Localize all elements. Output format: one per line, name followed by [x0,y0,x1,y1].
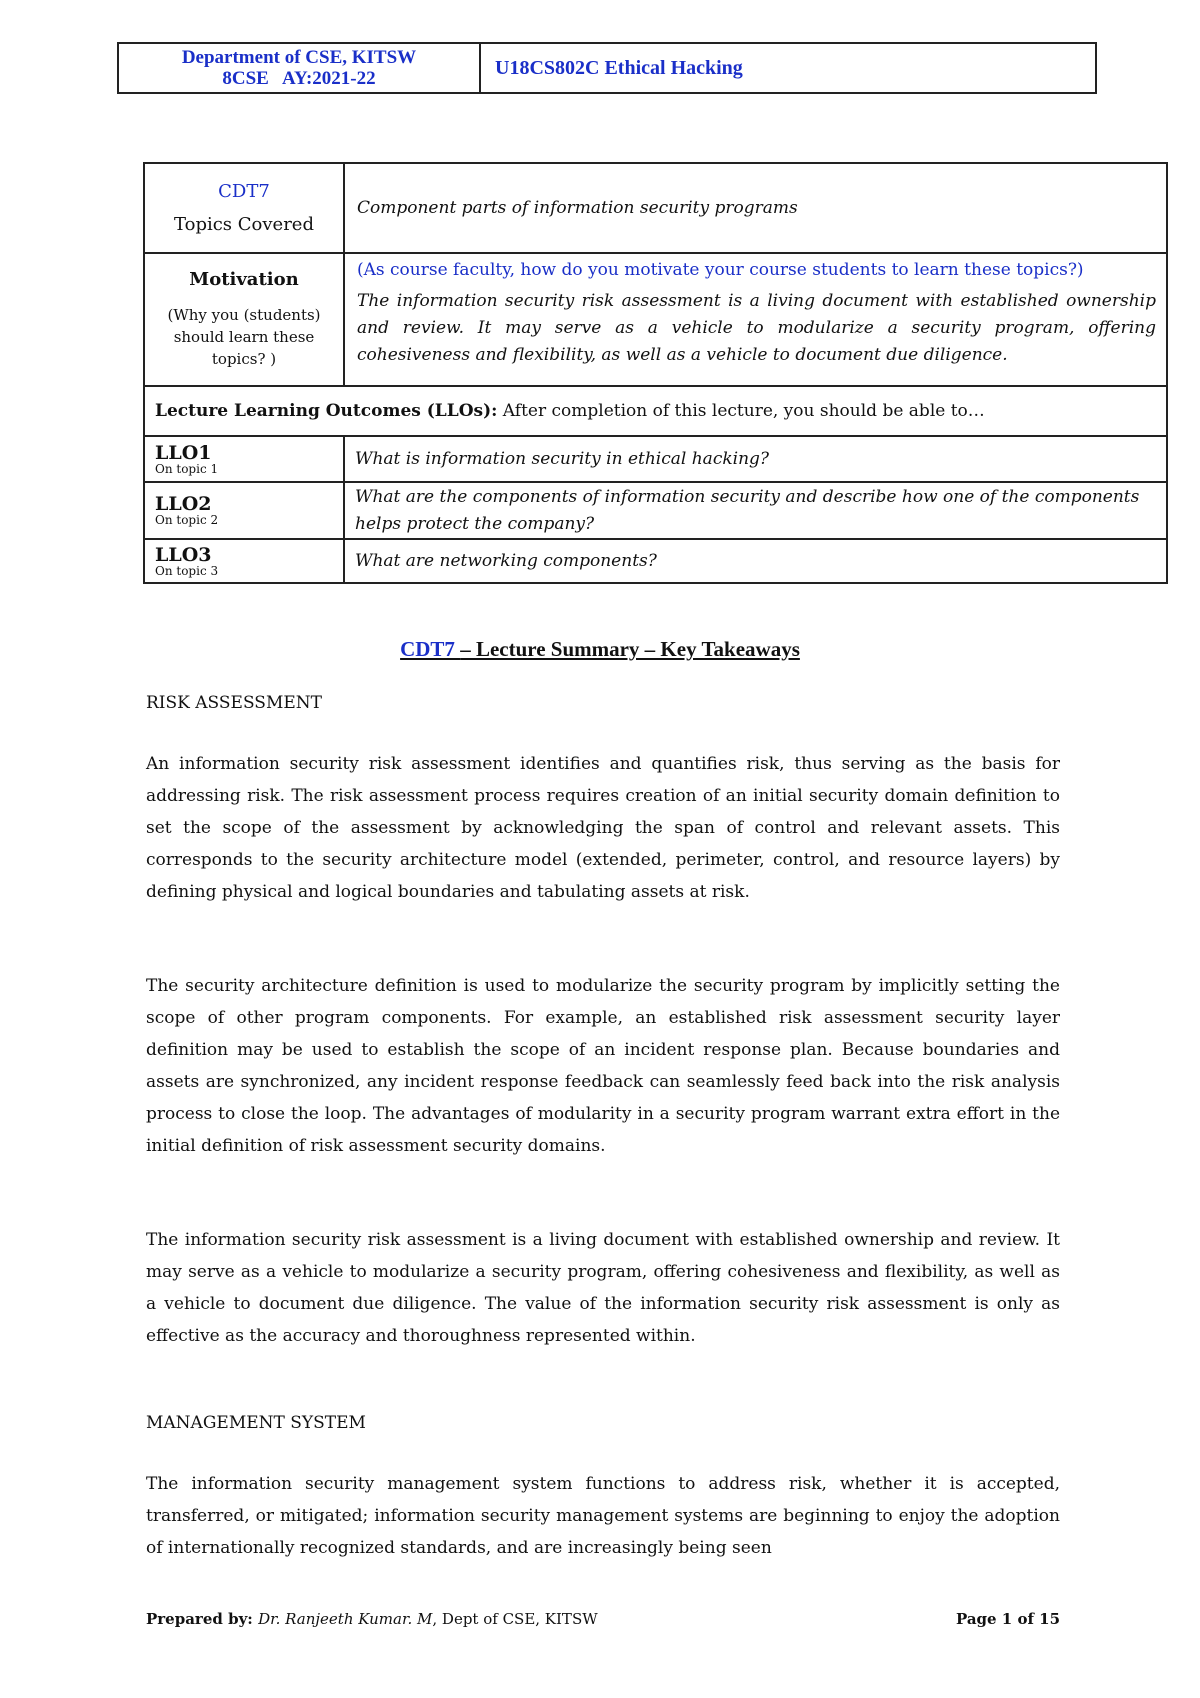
management-system-heading: MANAGEMENT SYSTEM [146,1413,366,1433]
llo-code: LLO3 [155,543,212,566]
llo-heading-rest: After completion of this lecture, you should be able to… [497,401,985,421]
llo-topic: On topic 2 [155,513,219,527]
topics-label: Topics Covered [174,214,314,235]
topics-row [144,163,1167,253]
llo-topic: On topic 3 [155,563,219,578]
header-course: U18CS802C Ethical Hacking [495,56,743,79]
motivation-title: Motivation [189,269,299,290]
page-header [117,42,1097,94]
risk-paragraph-1: An information security risk assessment identifies and quantifies risk, thus serving as the basis for addressing risk. The risk assessment process requires creation of an initial security domain definition to set the scope of the assessment by acknowledging the span of control and relevant assets. This corresponds to the security architecture model (extended, perimeter, control, and resource layers) by defining physical and logical boundaries and tabulating assets at risk. [146,754,1060,902]
header-department-cell [119,44,481,92]
risk-paragraph-2: The security architecture definition is used to modularize the security program by implicitly setting the scope of other program components. For example, an established risk assessment security layer definition may be used to establish the scope of an incident response plan. Because boundaries and assets are synchronized, any incident response feedback can seamlessly feed back into the risk analysis process to close the loop. The advantages of modularity in a security program warrant extra effort in the initial definition of risk assessment security domains. [146,976,1060,1156]
llo-heading-bold: Lecture Learning Outcomes (LLOs): [155,401,498,421]
llo-code: LLO2 [155,493,212,515]
llo-heading-row [144,386,1167,436]
llo-question: What are the components of information security and describe how one of the components helps protect the company? [344,482,1167,539]
motivation-answer: The information security risk assessment is a living document with established ownership and review. It may serve as a vehicle to modularize a security program, offering cohesiveness and flexibility, as well as a vehicle to document due diligence. [357,291,1156,365]
management-paragraph-1: The information security management system functions to address risk, whether it is accepted, transferred, or mitigated; information security management systems are beginning to enjoy the adoption of internationally recognized standards, and are increasingly being seen [146,1474,1060,1558]
llo-id-cell [144,482,344,539]
topics-label-cell [144,163,344,253]
cdt-info-table [143,162,1168,584]
llo-code: LLO1 [155,441,212,464]
header-year: 8CSE AY:2021-22 [222,68,376,89]
llo-row [144,436,1167,482]
footer-page-number: Page 1 of 15 [955,1610,1060,1628]
llo-heading [144,386,1167,436]
llo-id-cell [144,436,344,482]
llo-question: What are networking components? [344,539,1167,583]
footer-prepared-by [146,1610,598,1628]
footer-author: Dr. Ranjeeth Kumar. M [258,1610,433,1628]
llo-row [144,482,1167,539]
summary-title-code[interactable]: CDT7 [400,637,461,661]
motivation-text-cell [344,253,1167,386]
motivation-label-cell [144,253,344,386]
motivation-subtitle: (Why you (students) should learn these topics? ) [167,306,321,368]
motivation-row [144,253,1167,386]
footer-prepared-label: Prepared by: [146,1610,259,1628]
summary-title-text: – Lecture Summary – Key Takeaways [460,637,800,661]
llo-topic: On topic 1 [155,461,219,476]
motivation-question: (As course faculty, how do you motivate your course students to learn these topics?) [357,260,1084,280]
header-course-cell [481,44,1095,92]
llo-row [144,539,1167,583]
risk-paragraph-3: The information security risk assessment is a living document with established ownership and review. It may serve as a vehicle to modularize a security program, offering cohesiveness and flexibility, as well as a vehicle to document due diligence. The value of the information security risk assessment is only as effective as the accuracy and thoroughness represented within. [146,1230,1060,1346]
footer-affiliation: , Dept of CSE, KITSW [432,1610,598,1628]
risk-assessment-heading: RISK ASSESSMENT [146,693,322,713]
page-footer [146,1610,1060,1628]
cdt-code: CDT7 [218,181,270,202]
header-department: Department of CSE, KITSW [181,47,417,68]
summary-title [0,637,1200,662]
llo-question: What is information security in ethical hacking? [344,436,1167,482]
llo-id-cell [144,539,344,583]
topics-value: Component parts of information security programs [344,163,1167,253]
